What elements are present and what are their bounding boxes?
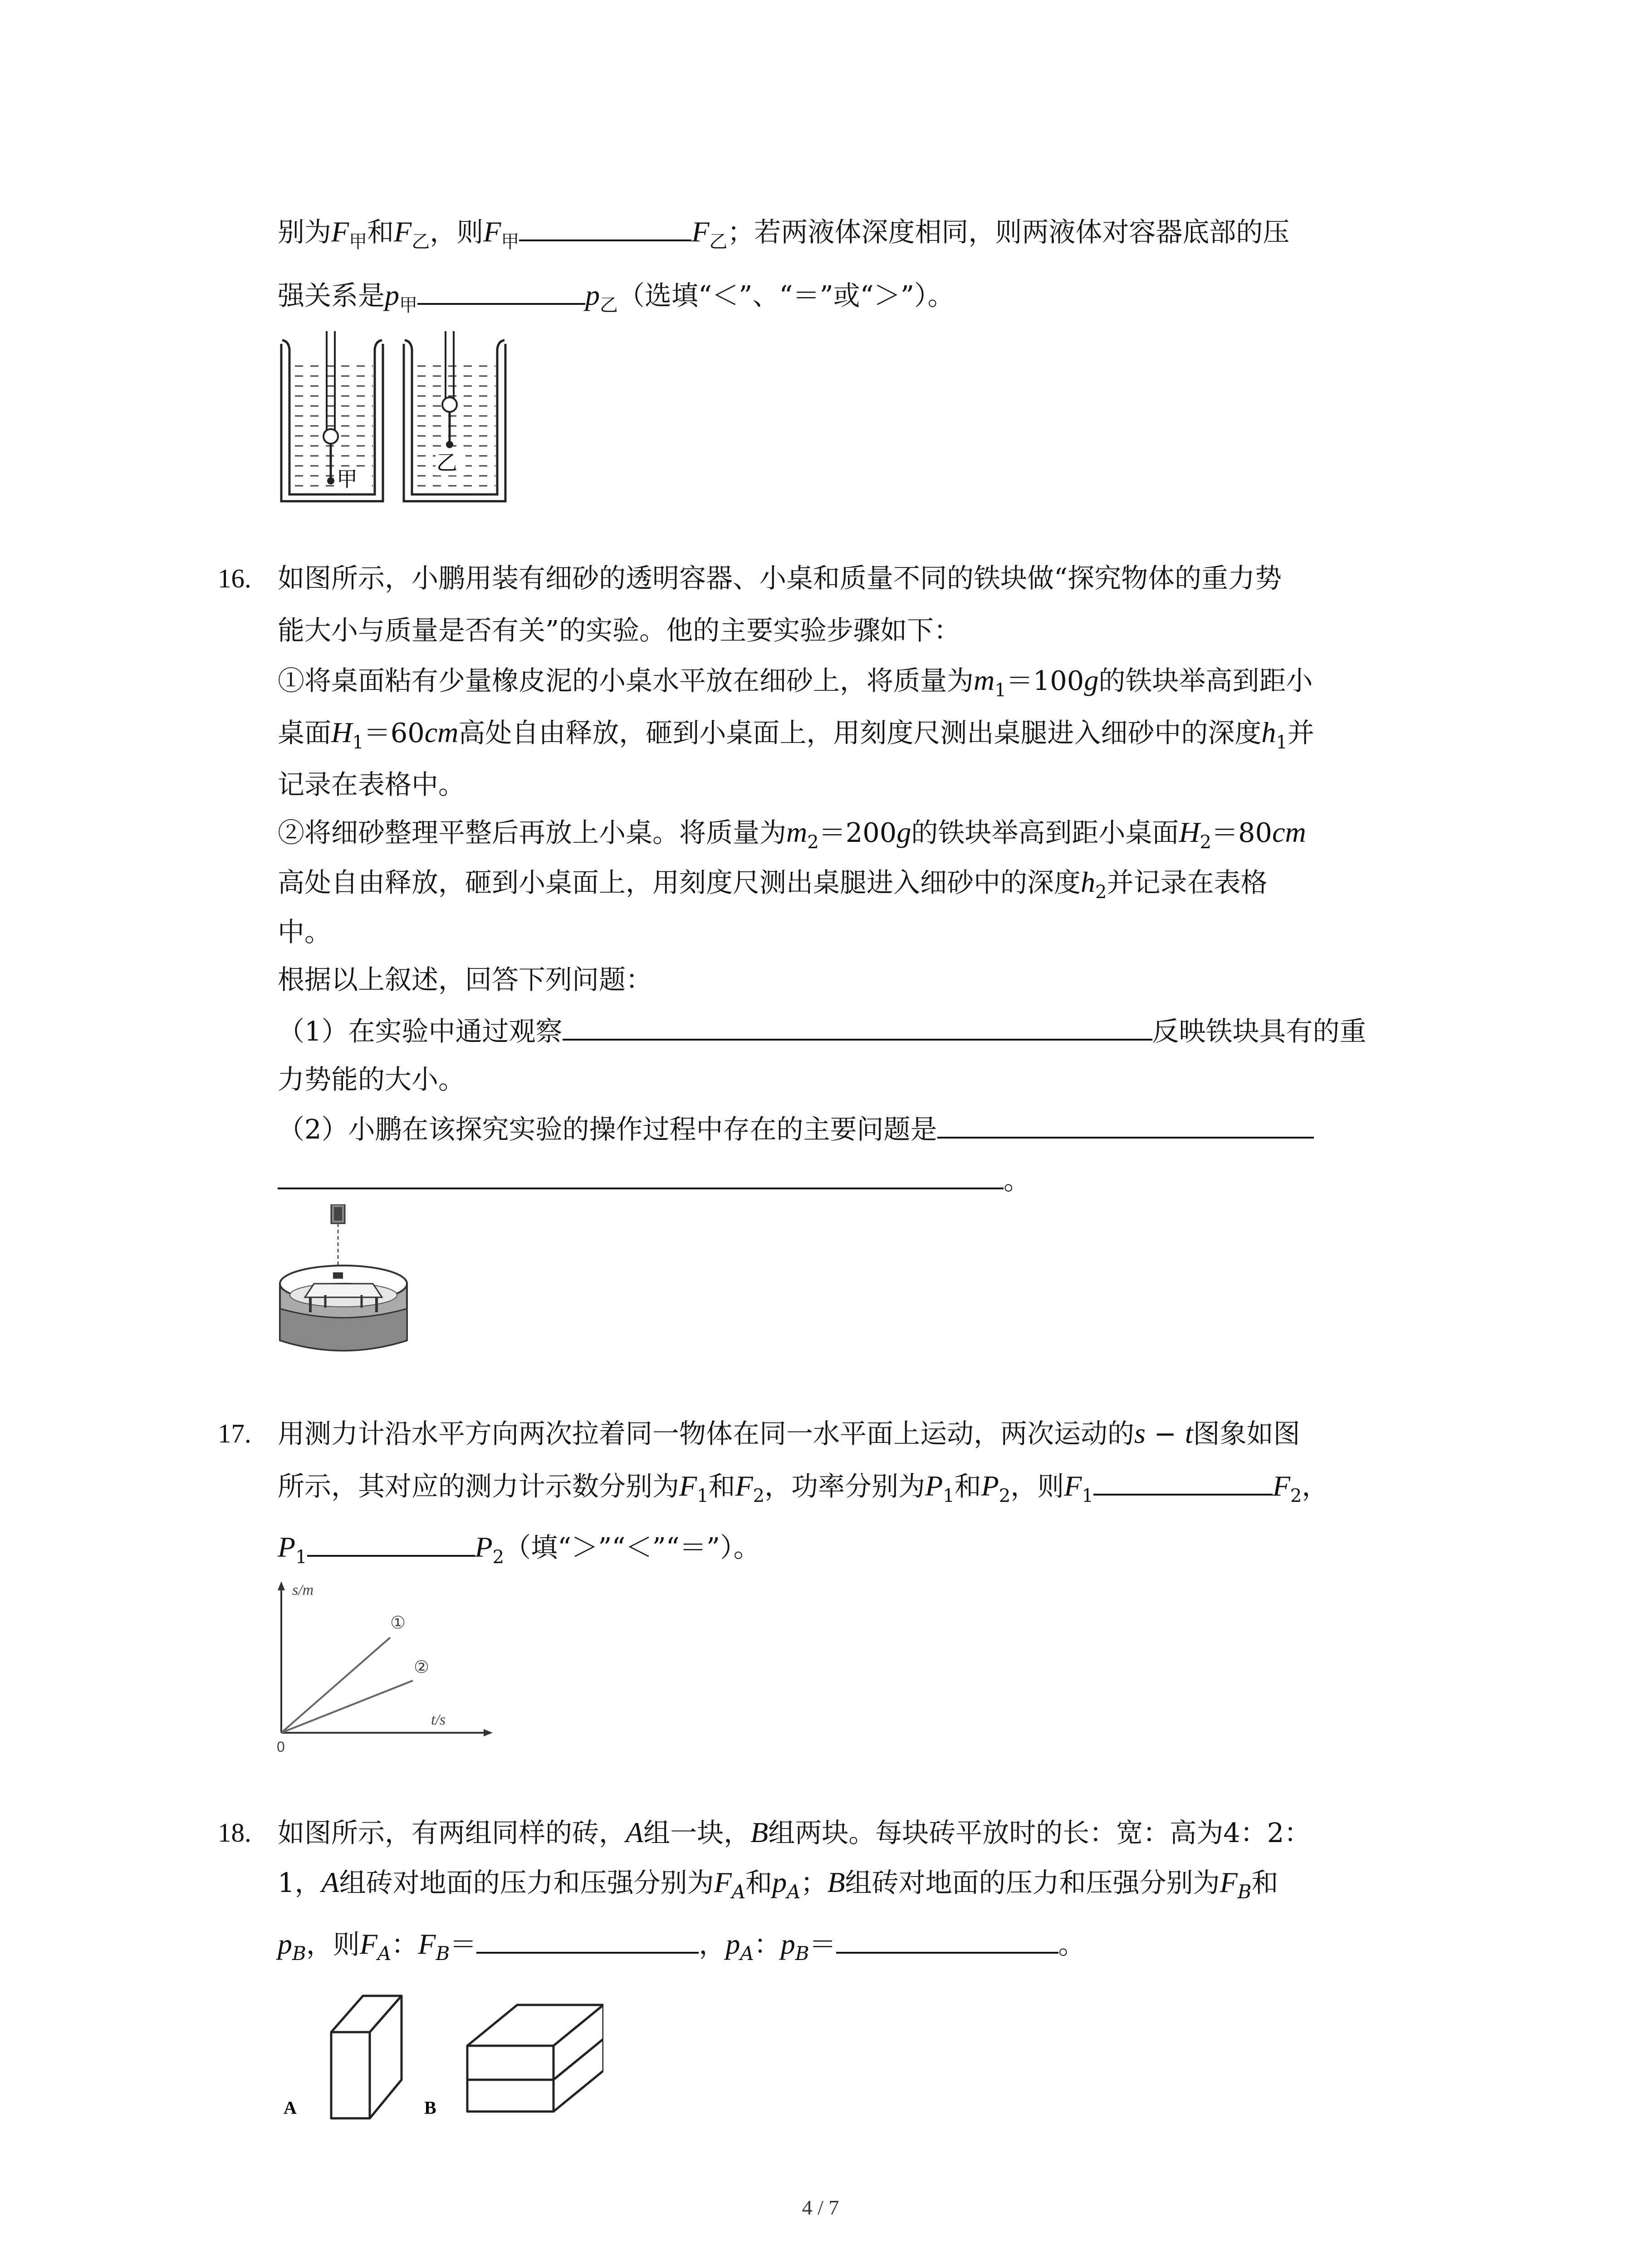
q18-line-1: 如图所示，有两组同样的砖，A组一块，B组两块。每块砖平放时的长：宽：高为4：2： [278,1816,1311,1848]
beaker-jia [281,331,383,501]
q16-step2-line-3: 中。 [278,916,332,948]
q16-part2-line-2: 。 [278,1161,1030,1198]
sand-table-figure [278,1204,409,1359]
q16-step2-line-1: ②将细砂整理平整后再放上小桌。将质量为$m_2=200g$的铁块举高到距小桌面$H_2=80cm$ [278,816,1306,853]
line-1 [281,1637,390,1733]
line-1-label: ① [390,1613,406,1633]
answer-blank[interactable] [937,1110,1314,1139]
q17-line-2: 所示，其对应的测力计示数分别为$F_1$和$F_2$，功率分别为$P_1$和$P_2$，则$F_1$ $F_2$， [278,1467,1328,1514]
q16-part2-line-1: （2）小鹏在该探究实验的操作过程中存在的主要问题是 [278,1110,1314,1148]
q17-line-3: $P_1$ $P_2$（填“＞”“＜”“＝”）。 [278,1529,760,1575]
figure-label-yi: 乙 [436,450,457,475]
q16-part1-line-1: （1）在实验中通过观察 反映铁块具有的重 [278,1012,1367,1050]
q16-part1-line-2: 力势能的大小。 [278,1064,465,1095]
question-number-17: 17. [218,1418,251,1448]
bricks-figure [277,1978,603,2123]
brick-A [331,1996,402,2118]
answer-blank[interactable] [1093,1467,1273,1496]
line-2 [281,1681,413,1733]
y-axis-label: s/m [292,1582,314,1598]
answer-blank[interactable] [836,1926,1058,1954]
question-number-16: 16. [218,563,251,593]
answer-blank[interactable] [476,1926,699,1954]
brick-B [467,2005,603,2112]
q17-line-1: 用测力计沿水平方向两次拉着同一物体在同一水平面上运动，两次运动的s − t图象如图 [278,1417,1300,1449]
question-number-18: 18. [218,1818,251,1848]
x-axis-label: t/s [431,1711,446,1728]
q16-line-1: 如图所示，小鹏用装有细砂的透明容器、小桌和质量不同的铁块做“探究物体的重力势 [278,562,1282,594]
beaker-yi [404,331,505,501]
answer-blank[interactable] [417,277,585,305]
page-number: 4 / 7 [802,2196,839,2219]
s-t-graph [268,1579,499,1760]
q16-line-2: 能大小与质量是否有关”的实验。他的主要实验步骤如下： [278,615,961,646]
origin-label: 0 [277,1739,285,1755]
brick-B-label: B [424,2097,436,2118]
q15-line-2: 强关系是$p_甲$ $p_乙$（选填“＜”、“＝”或“＞”）。 [278,277,955,323]
q16-prompt: 根据以上叙述，回答下列问题： [278,964,653,995]
answer-blank[interactable] [278,1161,1004,1189]
brick-A-label: A [284,2097,297,2118]
answer-blank[interactable] [519,213,691,241]
line-2-label: ② [414,1657,430,1677]
figure-label-jia: 甲 [337,467,358,491]
q16-step1-line-1: ①将桌面粘有少量橡皮泥的小桌水平放在细砂上，将质量为$m_1=100g$的铁块举高到距小 [278,664,1313,701]
q15-line-1: 别为$F_甲$和$F_乙$，则$F_甲$ $F_乙$；若两液体深度相同，则两液体对容器底部的压 [278,213,1289,260]
pressure-probe-figure [278,331,514,508]
q18-line-3: $p_B$，则$F_A$：$F_B=$ ，$p_A$：$p_B=$ 。 [278,1926,1085,1972]
q16-step1-line-2: 桌面$H_1=60cm$高处自由释放，砸到小桌面上，用刻度尺测出桌腿进入细砂中的深度$h_1$并 [278,716,1314,753]
answer-blank[interactable] [563,1012,1152,1041]
answer-blank[interactable] [307,1529,475,1557]
q16-step2-line-2: 高处自由释放，砸到小桌面上，用刻度尺测出桌腿进入细砂中的深度$h_2$并记录在表格 [278,866,1268,903]
q16-step1-line-3: 记录在表格中。 [278,769,465,800]
q18-line-2: 1，A组砖对地面的压力和压强分别为$F_A$和$p_A$；B组砖对地面的压力和压强分别为$F_B$和 [278,1866,1279,1903]
